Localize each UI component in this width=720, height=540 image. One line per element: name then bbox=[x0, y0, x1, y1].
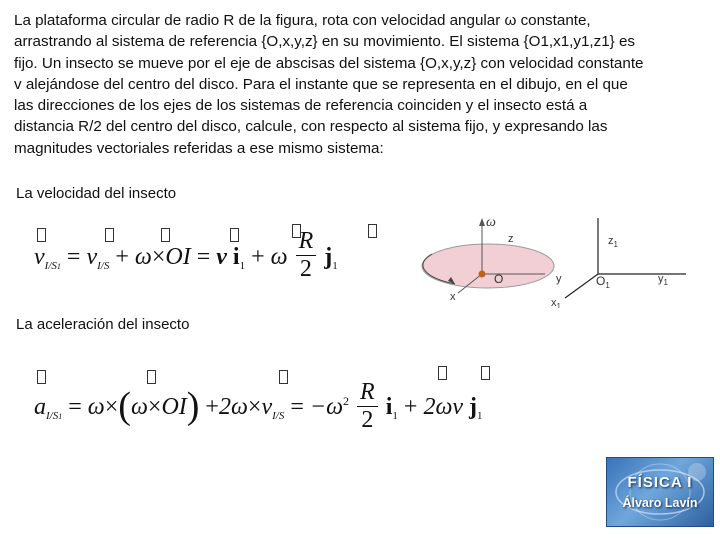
velocity-symbol: v bbox=[34, 244, 45, 270]
course-logo bbox=[606, 457, 714, 527]
y1-label: $y_1$ bbox=[658, 273, 668, 287]
logo-author: Álvaro Lavín bbox=[622, 496, 698, 510]
problem-line: fijo. Un insecto se mueve por el eje de abscisas del sistema {O,x,y,z} con velocidad constante bbox=[14, 54, 644, 72]
omega-label: ω bbox=[486, 215, 496, 230]
acceleration-symbol: a bbox=[34, 394, 46, 420]
velocity-equation: $v_{I/S1} = v_{I/S} + \omega\times OI = v$ $i_1 + \omega$ $\frac{R}{2}$ $j_1$ bbox=[34, 232, 338, 283]
origin-o-label: O bbox=[494, 272, 504, 286]
vector-arrow-glyph bbox=[481, 366, 490, 380]
z-label: z bbox=[508, 233, 514, 245]
insect-dot bbox=[479, 271, 486, 278]
vector-arrow-glyph bbox=[438, 366, 447, 380]
x1-axis bbox=[565, 274, 598, 298]
vector-arrow-glyph bbox=[147, 370, 156, 384]
fraction-r-over-2: $\frac{R}{2}$ bbox=[296, 228, 317, 283]
origin-o1-label: $O_1$ bbox=[596, 274, 610, 290]
problem-line: las direcciones de los ejes de los sistemas de referencia coinciden y el insecto está a bbox=[14, 97, 588, 115]
vector-arrow-glyph bbox=[292, 224, 301, 238]
velocity-heading: La velocidad del insecto bbox=[16, 185, 177, 202]
problem-line: magnitudes vectoriales referidas a ese mismo sistema: bbox=[14, 139, 384, 157]
vector-arrow-glyph bbox=[161, 228, 170, 242]
x-label: x bbox=[450, 291, 456, 303]
problem-line: v alejándose del centro del disco. Para el instante que se representa en el dibujo, en el que bbox=[14, 75, 628, 93]
y-label: y bbox=[556, 273, 562, 285]
problem-statement bbox=[14, 10, 704, 159]
fraction-r-over-2: $\frac{R}{2}$ bbox=[357, 379, 378, 434]
vector-arrow-glyph bbox=[230, 228, 239, 242]
vector-arrow-glyph bbox=[105, 228, 114, 242]
reference-frame-figure bbox=[420, 208, 700, 308]
vector-arrow-glyph bbox=[279, 370, 288, 384]
rotating-platform bbox=[422, 244, 554, 288]
x1-label: $x_1$ bbox=[551, 297, 561, 308]
logo-decoration bbox=[607, 458, 713, 526]
logo-title: FÍSICA I bbox=[627, 474, 693, 491]
problem-line: La plataforma circular de radio R de la figura, rota con velocidad angular ω constante, bbox=[14, 12, 591, 29]
acceleration-heading: La aceleración del insecto bbox=[16, 316, 190, 333]
acceleration-equation: $a_{I/S1} = \omega\times(\omega\times OI) +2\omega\times v_{I/S} = -\omega^2$ $\frac{R}{2}$ $i_1 + 2\omega v$ $j_1$ bbox=[34, 370, 483, 434]
omega-arrowhead bbox=[479, 218, 485, 226]
problem-line: arrastrando al sistema de referencia {O,x,y,z} en su movimiento. El sistema {O1,x1,y1,z1} es bbox=[14, 33, 636, 51]
vector-arrow-glyph bbox=[37, 228, 46, 242]
z1-label: $z_1$ bbox=[608, 235, 618, 249]
vector-arrow-glyph bbox=[368, 224, 377, 238]
problem-line: distancia R/2 del centro del disco, calcule, con respecto al sistema fijo, y expresando las bbox=[14, 118, 608, 136]
vector-arrow-glyph bbox=[37, 370, 46, 384]
